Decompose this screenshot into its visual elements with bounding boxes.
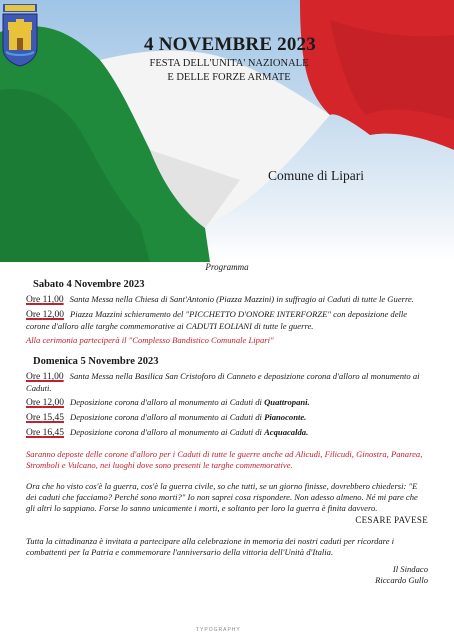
programma-label: Programma <box>205 262 249 272</box>
flag-header <box>0 0 454 262</box>
footer-credit: TYPOGRAPHY <box>196 627 241 633</box>
band-note: Alla cerimonia parteciperà il "Complesso Bandistico Comunale Lipari" <box>26 335 274 345</box>
event-text: Deposizione corona d'alloro al monumento ai Caduti di <box>70 427 265 437</box>
islands-note: Saranno deposte delle corone d'alloro per i Caduti di tutte le guerre anche ad Alicudi, Filicudi, Ginostra, Panarea, Stromboli e Vulcano, nei luoghi dove sono presenti le targhe commemorative. <box>26 449 423 470</box>
event-text: Santa Messa nella Chiesa di Sant'Antonio (Piazza Mazzini) in suffragio ai Caduti di tutte le Guerre. <box>69 294 414 304</box>
signature-role: Il Sindaco <box>392 564 428 574</box>
event-text: Deposizione corona d'alloro al monumento ai Caduti di <box>70 397 265 407</box>
event-row <box>26 371 428 394</box>
event-time: Ore 11,00 <box>26 372 64 382</box>
day1-heading: Sabato 4 Novembre 2023 <box>33 279 145 290</box>
invitation-text: Tutta la cittadinanza è invitata a partecipare alla celebrazione in memoria dei nostri caduti per ricordare i combattenti per la Patria e commemorare l'anniversario della vittoria dell'Unità d'Italia. <box>26 536 395 557</box>
event-place: Quattropani. <box>264 397 310 407</box>
subtitle-line-1: FESTA DELL'UNITA' NAZIONALE <box>149 58 309 69</box>
subtitle-line-2: E DELLE FORZE ARMATE <box>167 72 291 83</box>
event-place: Acquacalda. <box>264 427 309 437</box>
event-time: Ore 15,45 <box>26 413 64 423</box>
event-time: Ore 12,00 <box>26 398 64 408</box>
event-text: Santa Messa nella Basilica San Cristoforo di Canneto e deposizione corona d'alloro al monumento ai Caduti. <box>26 371 420 393</box>
page-title: 4 NOVEMBRE 2023 <box>144 34 316 55</box>
event-row <box>26 427 428 439</box>
event-time: Ore 12,00 <box>26 310 64 320</box>
page-subtitle <box>118 57 340 85</box>
event-text: Piazza Mazzini schieramento del "PICCHETTO D'ONORE INTERFORZE" con deposizione delle corone d'alloro alle targhe commemorative ai CADUTI EOLIANI di tutte le guerre. <box>26 309 408 331</box>
event-place: Pianoconte. <box>264 412 307 422</box>
event-row <box>26 309 428 332</box>
comune-label: Comune di Lipari <box>268 168 364 183</box>
event-row <box>26 397 428 409</box>
event-text: Deposizione corona d'alloro al monumento ai Caduti di <box>70 412 265 422</box>
event-row <box>26 294 428 306</box>
program-body <box>26 262 428 586</box>
event-time: Ore 16,45 <box>26 428 64 438</box>
signature-name: Riccardo Gullo <box>375 575 428 585</box>
event-row <box>26 412 428 424</box>
pavese-quote: Ora che ho visto cos'è la guerra, cos'è la guerra civile, so che tutti, se un giorno finisse, dovrebbero chiedersi: "E dei caduti che facciamo? Perché sono morti?" Io non saprei cosa rispondere. Non adesso almeno. Né mi pare che gli altri lo sappiano. Forse lo sanno unicamente i morti, e soltanto per loro la guerra è finita davvero. <box>26 481 418 513</box>
day2-heading: Domenica 5 Novembre 2023 <box>33 356 159 367</box>
event-time: Ore 11,00 <box>26 295 64 305</box>
coat-of-arms-icon <box>0 0 40 68</box>
quote-author: CESARE PAVESE <box>355 515 428 525</box>
